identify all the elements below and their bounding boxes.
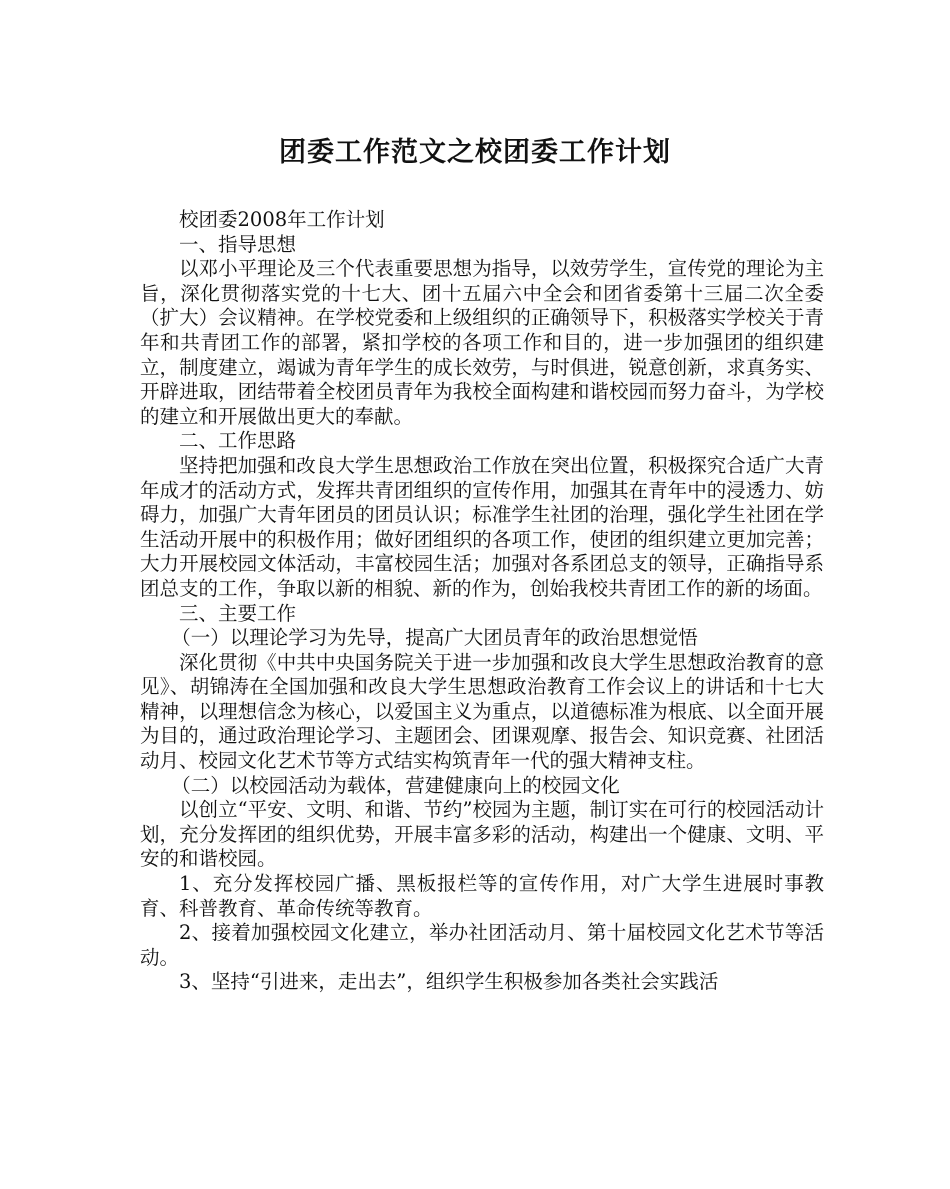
plan-heading: 校团委2008年工作计划 [179, 208, 385, 231]
subheading-theory-study: （一）以理论学习为先导，提高广大团员青年的政治思想觉悟 [171, 626, 698, 650]
paragraph-theory-study: 深化贯彻《中共中央国务院关于进一步加强和改良大学生思想政治教育的意见》、胡锦涛在全国加强和改良大学生思想政治教育工作会议上的讲话和十七大精神，以理想信念为核心，以爱国主义为重点，以道德标准为根底、以全面开展为目的，通过政治理论学习、主题团会、团课观摩、报告会、知识竞赛、社团活动月、校园文化艺术节等方式结实构筑青年一代的强大精神支柱。 [140, 650, 824, 773]
paragraph-guiding-ideology: 以邓小平理论及三个代表重要思想为指导，以效劳学生，宣传党的理论为主旨，深化贯彻落实党的十七大、团十五届六中全会和团省委第十三届二次全委（扩大）会议精神。在学校党委和上级组织的正确领导下，积极落实学校关于青年和共青团工作的部署，紧扣学校的各项工作和目的，进一步加强团的组织建立，制度建立，竭诚为青年学生的成长效劳，与时俱进，锐意创新，求真务实、开辟进取，团结带着全校团员青年为我校全面构建和谐校园而努力奋斗，为学校的建立和开展做出更大的奉献。 [140, 257, 824, 428]
list-item-2: 2、接着加强校园文化建立，举办社团活动月、第十届校园文化艺术节等活动。 [140, 921, 824, 969]
list-item-3: 3、坚持“引进来，走出去”，组织学生积极参加各类社会实践活 [179, 970, 719, 994]
paragraph-campus-activities: 以创立“平安、文明、和谐、节约”校园为主题，制订实在可行的校园活动计划，充分发挥团的组织优势，开展丰富多彩的活动，构建出一个健康、文明、平安的和谐校园。 [140, 798, 824, 871]
paragraph-work-approach: 坚持把加强和改良大学生思想政治工作放在突出位置，积极探究合适广大青年成才的活动方式，发挥共青团组织的宣传作用，加强其在青年中的浸透力、妨碍力，加强广大青年团员的团员认识；标准学生社团的治理，强化学生社团在学生活动开展中的积极作用；做好团组织的各项工作，使团的组织建立更加完善；大力开展校园文体活动，丰富校园生活；加强对各系团总支的领导，正确指导系团总支的工作，争取以新的相貌、新的作为，创始我校共青团工作的新的场面。 [140, 453, 824, 600]
list-item-1: 1、充分发挥校园广播、黑板报栏等的宣传作用，对广大学生进展时事教育、科普教育、革命传统等教育。 [140, 872, 824, 920]
document-body [140, 208, 824, 995]
section-heading-work-approach: 二、工作思路 [179, 429, 297, 453]
subheading-campus-activities: （二）以校园活动为载体，营建健康向上的校园文化 [171, 773, 620, 797]
section-heading-main-work: 三、主要工作 [179, 601, 297, 625]
document-title: 团委工作范文之校团委工作计划 [279, 137, 671, 168]
section-heading-guiding-ideology: 一、指导思想 [179, 232, 297, 256]
